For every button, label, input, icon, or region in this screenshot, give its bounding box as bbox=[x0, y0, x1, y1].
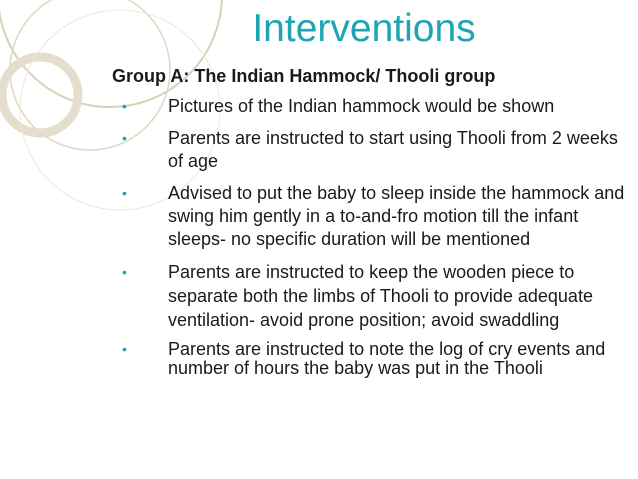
bullet-icon: • bbox=[122, 185, 127, 201]
list-item bbox=[116, 260, 628, 332]
bullet-text: Pictures of the Indian hammock would be shown bbox=[168, 96, 555, 116]
bullet-text: Parents are instructed to keep the wooden piece to separate both the limbs of Thooli to provide adequate ventilation- avoid prone position; avoid swaddling bbox=[168, 262, 593, 330]
bullet-text: Parents are instructed to note the log of cry events and number of hours the baby was put in the Thooli bbox=[168, 339, 606, 378]
bullet-text: Parents are instructed to start using Thooli from 2 weeks of age bbox=[168, 128, 618, 171]
bullet-icon: • bbox=[122, 130, 127, 146]
bullet-icon: • bbox=[122, 98, 127, 114]
bullet-icon: • bbox=[122, 264, 127, 280]
bullet-text: Advised to put the baby to sleep inside the hammock and swing him gently in a to-and-fro motion till the infant sleeps- no specific duration will be mentioned bbox=[168, 183, 625, 249]
bullet-icon: • bbox=[122, 341, 127, 357]
list-item bbox=[116, 340, 628, 378]
list-item bbox=[116, 182, 628, 251]
list-item bbox=[116, 95, 628, 118]
decorative-ring-small bbox=[2, 57, 78, 133]
slide-title: Interventions bbox=[252, 7, 476, 50]
group-heading: Group A: The Indian Hammock/ Thooli group bbox=[112, 66, 496, 86]
list-item bbox=[116, 127, 628, 173]
bullet-list bbox=[116, 95, 628, 378]
